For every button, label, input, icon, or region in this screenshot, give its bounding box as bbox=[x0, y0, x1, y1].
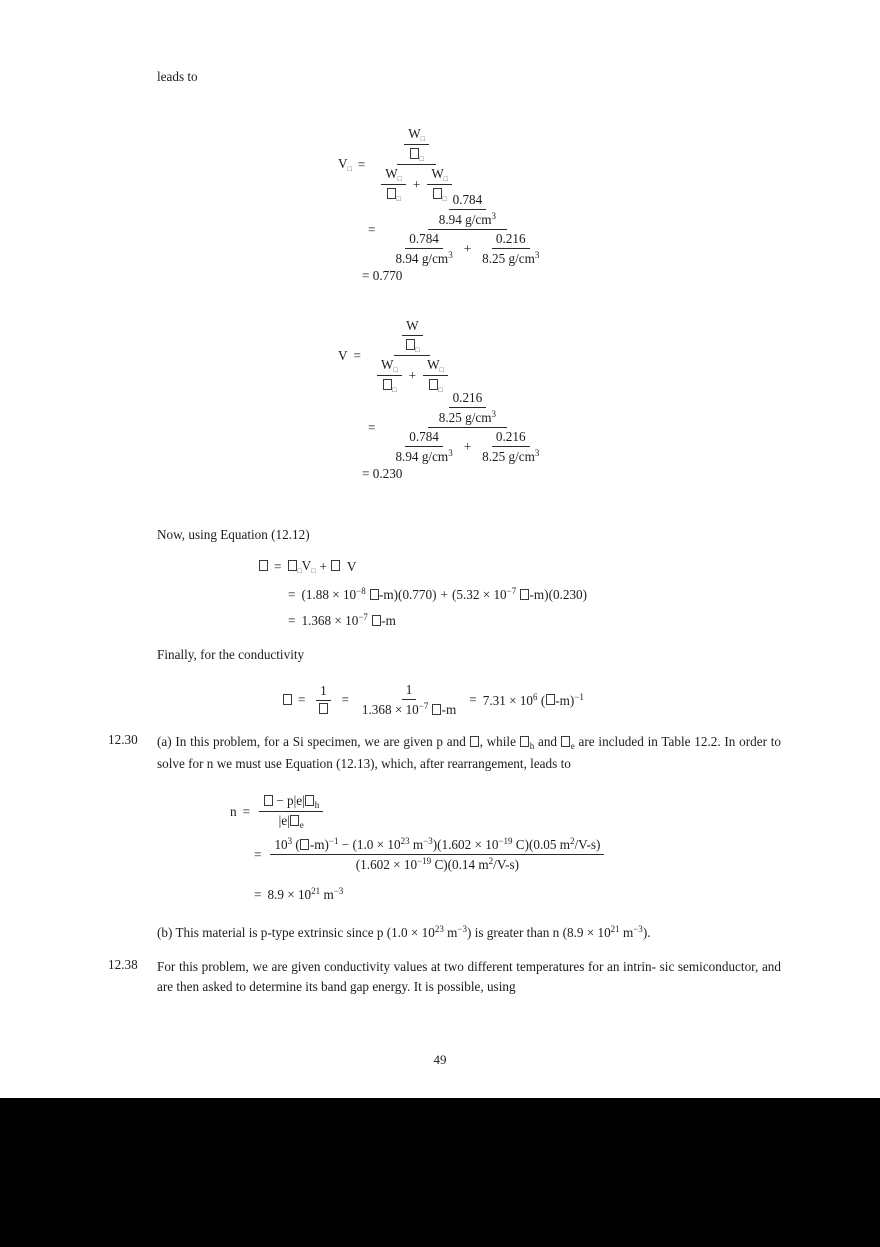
equation-n-symbolic bbox=[230, 793, 326, 830]
problem-1230-line2: Table 12.2. In order to solve for n we must use Equation (12.13), which, after rearrangement, leads bbox=[157, 734, 781, 771]
w-zn-symbol-vzn: $W_□$ bbox=[423, 357, 448, 376]
equals-sign-1212: = bbox=[274, 558, 282, 574]
inner-fraction-216-825-top bbox=[435, 390, 500, 426]
problem-1238-line2: sic semiconductor, and are then asked to determine its band gap energy. It is possible, using bbox=[157, 959, 781, 995]
fraction-numerator-vzn-numeric bbox=[428, 390, 507, 428]
equals-sign-n-result: = bbox=[254, 886, 262, 902]
plus-sign-vzn: + bbox=[408, 367, 417, 383]
page-number: 49 bbox=[433, 1052, 447, 1067]
value-0784-2: 0.784 bbox=[405, 231, 443, 249]
equation-12-12-substituted bbox=[282, 586, 587, 603]
v-cu-symbol: $V_□$ bbox=[338, 156, 352, 173]
rho-cu-symbol-2: □ bbox=[382, 185, 404, 203]
density-894-2: 8.94 $g/cm^3$ bbox=[395, 250, 453, 266]
rho-cu-symbol-vzn: □ bbox=[378, 376, 400, 394]
fraction-denominator-numeric bbox=[384, 230, 550, 267]
n-result-value: $8.9 \times 10^{21}$ $m^{-3}$ bbox=[267, 886, 344, 902]
fraction-numerator-vzn bbox=[394, 318, 430, 356]
denominator-rho-value: $1.368 \times 10^{-7}$ -m bbox=[361, 701, 457, 717]
w-cu-symbol-vzn: $W_□$ bbox=[377, 357, 402, 376]
fraction-numerator bbox=[397, 126, 436, 165]
n-numerator: − p|e| $_h$ bbox=[259, 793, 323, 812]
plus-sign-subst: + bbox=[440, 586, 448, 602]
n-numerator-numeric: $10^3$ ( $-m)^{-1} - (1.0 \times 10^{23}$ $m^{-3})(1.602 \times 10^{-19}$ C)(0.05 $m^2/V-s$) bbox=[270, 836, 604, 855]
density-825-vzn: 8.25 $g/cm^3$ bbox=[482, 448, 540, 464]
w-zn-symbol-top: W bbox=[402, 318, 422, 336]
fraction-n-numeric bbox=[270, 836, 604, 873]
inner-fraction-216-825-vzn bbox=[478, 429, 543, 465]
n-symbol: n bbox=[230, 803, 237, 819]
part-b-label: (b) bbox=[157, 925, 173, 940]
value-0216-vzn: 0.216 bbox=[492, 429, 530, 447]
fraction-one-over-value bbox=[358, 682, 460, 718]
rho-zn-symbol: □ bbox=[429, 185, 451, 203]
result-v-zn: = 0.230 bbox=[362, 466, 403, 481]
w-cu-symbol: $W_□$ bbox=[404, 126, 429, 145]
term-rho-zn-value: ($5.32 \times 10^{-7}$ -m)(0.230) bbox=[451, 586, 588, 602]
value-0216: 0.216 bbox=[492, 231, 530, 249]
result-v-cu: = 0.770 bbox=[362, 268, 403, 283]
rho-zn-term bbox=[331, 559, 341, 575]
value-0784-vzn: 0.784 bbox=[405, 429, 443, 447]
denominator-rho bbox=[314, 701, 332, 718]
v-zn-symbol: V bbox=[338, 348, 348, 363]
v-cu-term: $V_□$ bbox=[301, 558, 316, 575]
rho-zn-symbol-top: □ bbox=[401, 336, 423, 354]
equation-12-12-symbolic bbox=[258, 558, 356, 575]
equals-sign-sigma: = bbox=[298, 692, 306, 707]
density-894-vzn: 8.94 $g/cm^3$ bbox=[395, 448, 453, 464]
numerator-one-2: 1 bbox=[402, 682, 417, 700]
inner-fraction-w-rho-zn-top bbox=[401, 318, 423, 354]
inner-fraction-784-894 bbox=[435, 192, 500, 228]
plus-sign-1212: + bbox=[319, 558, 327, 574]
plus-sign-numeric: + bbox=[463, 241, 472, 256]
inner-fraction-216-825 bbox=[478, 231, 543, 267]
fraction-denominator-vzn-numeric bbox=[384, 428, 550, 465]
density-825-top: 8.25 $g/cm^3$ bbox=[438, 409, 497, 425]
problem-1230-part-b bbox=[157, 923, 651, 943]
n-denominator-numeric: ($1.602 \times 10^{-19}$ C)(0.14 $m^2/V-s$) bbox=[355, 856, 520, 872]
conductivity-result: $7.31 \times 10^6$ ( -m)$^{-1}$ bbox=[482, 691, 584, 708]
problem-number-1238: 12.38 bbox=[108, 957, 138, 972]
equals-sign-n: = bbox=[242, 803, 251, 819]
numerator-one: 1 bbox=[316, 683, 331, 701]
equation-v-zn-numeric bbox=[362, 390, 553, 465]
plus-sign-vzn-numeric: + bbox=[463, 439, 472, 454]
fraction-numerator-numeric bbox=[428, 192, 507, 230]
fraction-v-zn bbox=[370, 318, 455, 394]
problem-1230-line3: to bbox=[560, 755, 571, 771]
problem-1238-line1: For this problem, we are given conductivity values at two different temperatures for an intrin- bbox=[157, 959, 657, 974]
problem-number-1230: 12.30 bbox=[108, 732, 138, 747]
w-zn-symbol: $W_□$ bbox=[427, 166, 452, 185]
inner-fraction-w-rho-cu bbox=[404, 126, 429, 163]
fraction-n bbox=[259, 793, 323, 830]
part-a-label: (a) bbox=[157, 734, 172, 749]
equation-n-result bbox=[248, 886, 343, 903]
n-denominator: |e| $_e$ bbox=[278, 813, 304, 830]
density-825: 8.25 $g/cm^3$ bbox=[482, 250, 540, 266]
inner-fraction-784-894-2 bbox=[391, 231, 456, 267]
problem-1238-body bbox=[157, 957, 781, 997]
equation-v-zn-symbolic bbox=[338, 318, 458, 394]
fraction-one-over-rho bbox=[314, 683, 332, 718]
rho-cu-symbol: □ bbox=[405, 145, 427, 163]
inner-fraction-w-rho-zn-vzn bbox=[423, 357, 448, 394]
inner-fraction-w-rho-cu-vzn bbox=[377, 357, 402, 394]
equation-n-numeric bbox=[248, 836, 607, 873]
rho-zn-symbol-vzn: □ bbox=[424, 376, 446, 394]
sigma-symbol bbox=[282, 692, 292, 708]
fraction-denominator-vzn bbox=[370, 356, 455, 394]
rho-symbol bbox=[258, 559, 268, 575]
density-894: 8.94 $g/cm^3$ bbox=[438, 211, 497, 227]
equation-12-12-intro: Now, using Equation (12.12) bbox=[157, 527, 310, 542]
equals-sign: = bbox=[357, 156, 366, 172]
w-cu-symbol-2: $W_□$ bbox=[381, 166, 406, 185]
equals-sign-vzn: = bbox=[353, 348, 361, 363]
equals-sign-sigma-3: = bbox=[469, 692, 477, 707]
rho-total-value: $1.368 \times 10^{-7}$ -m bbox=[301, 612, 396, 628]
v-zn-term: V bbox=[346, 558, 357, 574]
fraction-v-cu-numeric bbox=[384, 192, 550, 267]
fraction-v-zn-numeric bbox=[384, 390, 550, 465]
term-rho-cu-value: ($1.88 \times 10^{-8}$ -m)(0.770) bbox=[301, 586, 437, 602]
rho-cu-term: □ bbox=[287, 558, 301, 575]
leads-to-text: leads to bbox=[157, 69, 198, 84]
equals-sign-sigma-2: = bbox=[341, 692, 349, 707]
equals-sign-result: = bbox=[288, 612, 296, 628]
problem-1230-line1: In this problem, for a Si specimen, we are given p and , while $_h$ and $_e$ are included in bbox=[175, 734, 658, 751]
part-b-text: This material is p-type extrinsic since p ($1.0 \times 10^{23}$ $m^{-3}$) is greater than n ($8.9 \times 10^{21}$ $m^{-3}$). bbox=[175, 924, 651, 940]
equation-v-cu-numeric bbox=[362, 192, 553, 267]
conductivity-intro: Finally, for the conductivity bbox=[157, 647, 305, 662]
inner-fraction-784-894-vzn bbox=[391, 429, 456, 465]
plus-sign: + bbox=[412, 176, 421, 192]
equals-sign-vzn-numeric: = bbox=[368, 419, 376, 435]
problem-1230-body bbox=[157, 732, 781, 774]
equation-conductivity bbox=[282, 682, 584, 718]
equals-sign-numeric: = bbox=[368, 221, 376, 237]
equals-sign-subst: = bbox=[288, 586, 296, 602]
equals-sign-n-numeric: = bbox=[254, 846, 262, 862]
value-0784: 0.784 bbox=[449, 192, 487, 210]
equation-12-12-result bbox=[282, 612, 396, 629]
value-0216-top: 0.216 bbox=[449, 390, 487, 408]
